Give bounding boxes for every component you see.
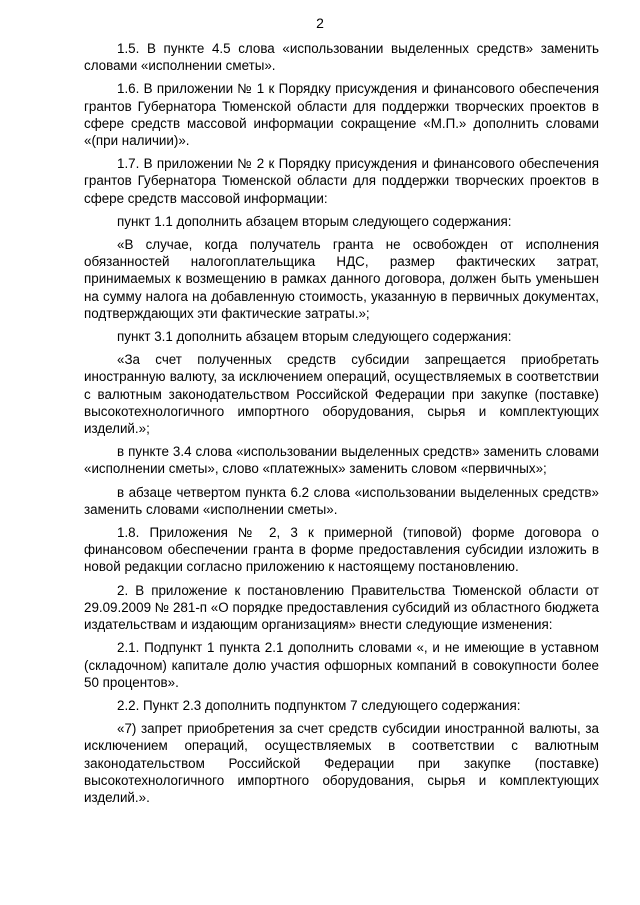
paragraph-2: 2. В приложение к постановлению Правительства Тюменской области от 29.09.2009 № 281-п «О порядке предоставления субсидий из областного бюджета издательствам и издающим организациям» внести следующие изменения:: [84, 582, 599, 633]
paragraph-item-3-1-intro: пункт 3.1 дополнить абзацем вторым следующего содержания:: [117, 329, 512, 345]
paragraph-1-8: 1.8. Приложения № 2, 3 к примерной (типовой) форме договора о финансовом обеспечении гранта в форме предоставления субсидии изложить в новой редакции согласно приложению к настоящему постановлению.: [84, 525, 599, 575]
paragraph-2-1: 2.1. Подпункт 1 пункта 2.1 дополнить словами «, и не имеющие в уставном (складочном) капитале долю участия офшорных компаний в совокупности более 50 процентов».: [84, 640, 599, 690]
paragraph-item-3-1-quote: «За счет полученных средств субсидии запрещается приобретать иностранную валюту, за исключением операций, осуществляемых в соответствии с валютным законодательством Российской Федерации при закупке (поставке) высокотехнологичного импортного оборудования, сырья и комплектующих изделий.»;: [84, 352, 599, 437]
paragraph-item-6-2: в абзаце четвертом пункта 6.2 слова «использовании выделенных средств» заменить словами «исполнении сметы».: [84, 484, 599, 517]
paragraph-1-5: 1.5. В пункте 4.5 слова «использовании выделенных средств» заменить словами «исполнении сметы».: [84, 41, 599, 74]
paragraph-1-7: 1.7. В приложении № 2 к Порядку присуждения и финансового обеспечения грантов Губернатора Тюменской области для поддержки творческих проектов в сфере средств массовой информации:: [84, 156, 599, 206]
page-number: 2: [316, 15, 324, 31]
document-body: [84, 40, 599, 812]
paragraph-1-6: 1.6. В приложении № 1 к Порядку присуждения и финансового обеспечения грантов Губернатора Тюменской области для поддержки творческих проектов в сфере средств массовой информации сокращение «М.П.» дополнить словами «(при наличии)».: [84, 81, 599, 149]
paragraph-2-2-quote: «7) запрет приобретения за счет средств субсидии иностранной валюты, за исключением операций, осуществляемых в соответствии с валютным законодательством Российской Федерации при закупке (поставке) высокотехнологичного импортного оборудования, сырья и комплектующих изделий.».: [84, 721, 599, 805]
paragraph-item-1-1-intro: пункт 1.1 дополнить абзацем вторым следующего содержания:: [117, 213, 512, 229]
paragraph-item-1-1-quote: «В случае, когда получатель гранта не освобожден от исполнения обязанностей налогоплательщика НДС, размер фактических затрат, принимаемых к возмещению в рамках данного договора, должен быть уменьшен на сумму налога на добавленную стоимость, указанную в первичных документах, подтверждающих эти фактические затраты.»;: [84, 237, 599, 321]
paragraph-2-2: 2.2. Пункт 2.3 дополнить подпунктом 7 следующего содержания:: [117, 697, 521, 713]
paragraph-item-3-4: в пункте 3.4 слова «использовании выделенных средств» заменить словами «исполнении сметы», слово «платежных» заменить словом «первичных»;: [84, 444, 599, 477]
